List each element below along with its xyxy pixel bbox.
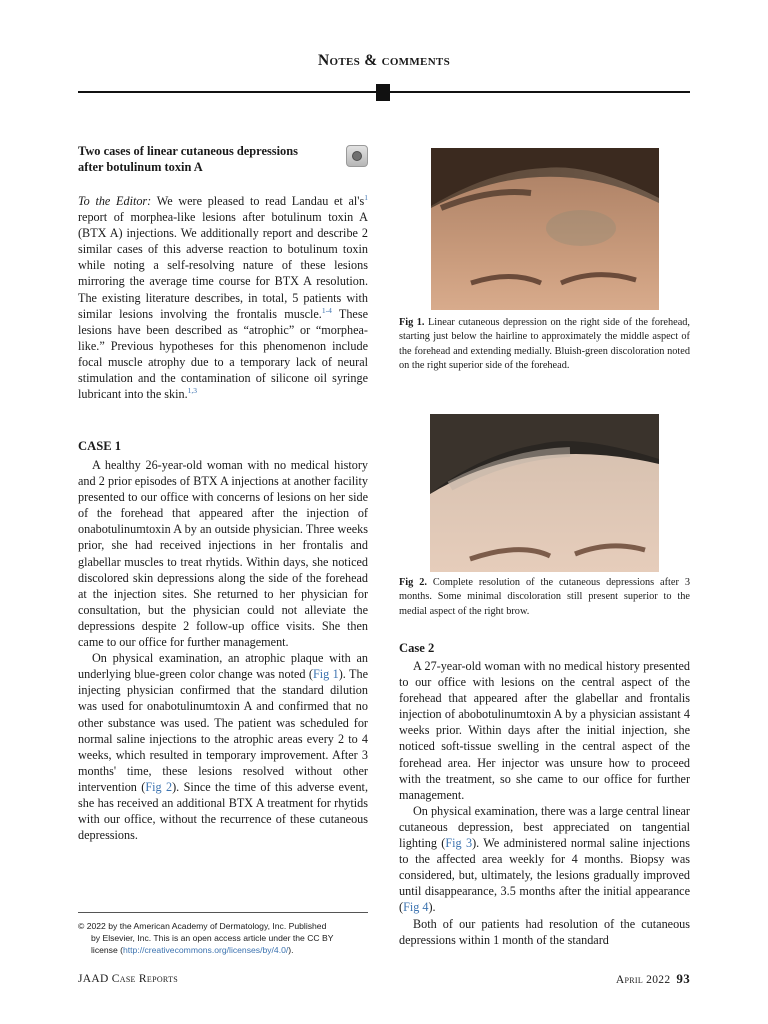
case1-paragraph-2 — [78, 650, 368, 843]
text: ). Since the time of this adverse event, she has received an additional BTX A treatment for rhytids with our office, without the recurrence of these cutaneous depressions. — [78, 779, 368, 843]
figure-label: Fig 2. — [399, 577, 427, 588]
fig4-link[interactable]: Fig 4 — [403, 900, 429, 915]
figure-caption-text: Linear cutaneous depression on the right side of the forehead, starting just below the hairline to approximately the middle aspect of the forehead and extending medially. Bluish-green discoloration noted on the right superior side of the forehead. — [399, 317, 690, 371]
text: On physical examination, there was a large central linear cutaneous depression, best appreciated on tangential lighting ( — [399, 803, 690, 851]
forehead-photo-2 — [430, 414, 659, 572]
case2-heading: Case 2 — [399, 641, 435, 655]
intro-text: report of morphea-like lesions after botulinum toxin A (BTX A) injections. We additionally report and describe 2 similar cases of this adverse reaction to botulinum toxin while noting a self-resolving nature of these lesions mirroring the average time course for BTX A resolution. The existing literature describes, in total, 5 patients with similar lesions involving the frontalis muscle. — [78, 210, 368, 321]
text: On physical examination, an atrophic plaque with an underlying blue-green color change was noted ( — [78, 651, 368, 682]
salutation: To the Editor: — [78, 194, 152, 208]
case1-paragraph-1: A healthy 26-year-old woman with no medical history and 2 prior episodes of BTX A injections at another facility presented to our office with concerns of lesions on her side of the forehead that appeared after the injection of onabotulinumtoxin A by an outside physician. Three weeks prior, she had received injections in her frontalis and glabellar muscles to treat rhytids. Within days, she noticed discolored skin depressions along the side of the forehead at the injection sites. She returned to her physician for consultation, but the physician could not alleviate the depressions despite 2 follow-up office visits. She then came to our office for further management. — [78, 458, 368, 650]
text: ). — [428, 900, 436, 915]
figure-2-photo — [430, 414, 659, 572]
ref-link[interactable]: 1,3 — [187, 386, 198, 396]
footnote-line: by Elsevier, Inc. This is an open access article under the CC BY — [91, 933, 334, 943]
page-footer-right — [616, 971, 690, 987]
journal-name: JAAD Case Reports — [78, 973, 178, 985]
figure-1-photo — [431, 148, 659, 310]
figure-label: Fig 1. — [399, 317, 425, 328]
intro-text: These lesions have been described as “atrophic” or “morphea-like.” Previous hypotheses for this phenomenon include focal muscle atrophy due to a temporary lack of neural stimulation and the contamination of silicone oil syringe lubricant into the skin. — [78, 306, 368, 402]
text: ). The injecting physician confirmed that the standard dilution was used for onabotulinumtoxin A and confirmed that no other substance was used. The patient was scheduled for normal saline injections to the atrophic areas every 2 to 4 weeks, which resulted in temporary improvement. After 3 months' time, these lesions resolved without other intervention ( — [78, 667, 368, 794]
crossmark-icon[interactable] — [346, 145, 368, 167]
figure-1-caption — [399, 316, 690, 373]
text: ). We administered normal saline injections to the affected area weekly for 4 months. Biopsy was considered, but, ultimately, the lesions gradually improved until disappearance, 3.5 months after the initial appearance ( — [399, 836, 690, 915]
section-heading: Notes & comments — [317, 52, 450, 69]
intro-paragraph — [78, 193, 368, 402]
intro-text: We were pleased to read Landau et al's — [151, 194, 365, 208]
case2-paragraph-3: Both of our patients had resolution of the cutaneous depressions within 1 month of the standard — [399, 916, 690, 947]
figure-2-caption — [399, 576, 690, 619]
article-title: Two cases of linear cutaneous depressions after botulinum toxin A — [78, 144, 298, 174]
page-number: 93 — [676, 971, 690, 986]
issue-date: April 2022 — [615, 974, 671, 986]
figure-caption-text: Complete resolution of the cutaneous depressions after 3 months. Some minimal discoloration still present superior to the medial aspect of the right brow. — [399, 577, 690, 617]
case2-paragraph-2 — [399, 803, 690, 916]
header-rule-marker — [376, 84, 390, 101]
ref-link[interactable]: 1-4 — [321, 305, 332, 315]
fig2-link[interactable]: Fig 2 — [145, 779, 173, 794]
case2-body — [399, 658, 690, 948]
footnote-text: license ( — [91, 945, 123, 955]
case2-paragraph-1: A 27-year-old woman with no medical history presented to our office with lesions on the central aspect of the forehead that appeared after the glabellar and frontalis injection of abobotulinumtoxin A by a physician assistant 4 weeks prior. Within days after the initial injection, she noticed soft-tissue swelling in the central aspect of the forehead area. Her injector was unsure how to proceed with the treatment, so she came to our office for further management. — [399, 659, 690, 802]
footnote-text: ). — [288, 945, 294, 955]
footnote-rule — [78, 912, 368, 913]
copyright-footnote — [78, 920, 370, 956]
fig3-link[interactable]: Fig 3 — [445, 836, 473, 851]
case1-body — [78, 457, 368, 843]
license-link[interactable]: http://creativecommons.org/licenses/by/4.0/ — [123, 945, 289, 955]
footnote-line: © 2022 by the American Academy of Dermatology, Inc. Published — [78, 921, 327, 931]
case1-heading: CASE 1 — [78, 439, 122, 453]
ref-link[interactable]: 1 — [364, 192, 368, 202]
forehead-photo-1 — [431, 148, 659, 310]
fig1-link[interactable]: Fig 1 — [312, 667, 339, 682]
